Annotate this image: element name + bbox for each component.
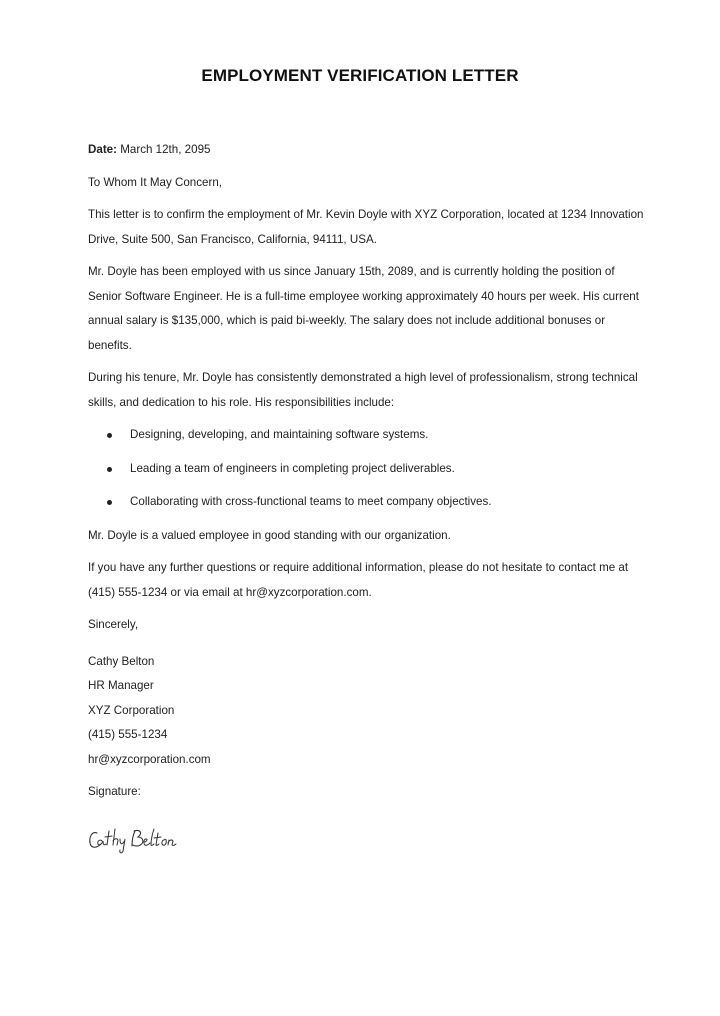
list-item bbox=[88, 457, 648, 482]
salutation: To Whom It May Concern, bbox=[88, 175, 223, 189]
list-item-text: Designing, developing, and maintaining software systems. bbox=[130, 428, 429, 441]
bullet-icon bbox=[107, 467, 112, 472]
bullet-icon bbox=[107, 433, 112, 438]
signer-role: HR Manager bbox=[88, 679, 154, 692]
handwritten-signature bbox=[88, 819, 188, 855]
list-item-text: Leading a team of engineers in completing project deliverables. bbox=[130, 461, 455, 475]
paragraph-contact: If you have any further questions or require additional information, please do not hesitate to contact me at (415) 555-1234 or via email at hr@xyzcorporation.com. bbox=[88, 561, 629, 599]
date-label: Date: bbox=[88, 143, 117, 156]
signer-name: Cathy Belton bbox=[88, 654, 155, 668]
closing: Sincerely, bbox=[88, 618, 139, 631]
signer-phone: (415) 555-1234 bbox=[88, 728, 168, 741]
date-line bbox=[88, 138, 648, 163]
responsibilities-list bbox=[88, 423, 648, 515]
date-value: March 12th, 2095 bbox=[120, 143, 211, 156]
letter-body bbox=[88, 138, 648, 855]
list-item bbox=[88, 423, 648, 448]
paragraph-position-details: Mr. Doyle has been employed with us since January 15th, 2089, and is currently holding the position of Senior Software Engineer. He is a full-time employee working approximately 40 hours per week. His current annual salary is $135,000, which is paid bi-weekly. The salary does not include additional bonuses or benefits. bbox=[88, 265, 639, 352]
letter-title: EMPLOYMENT VERIFICATION LETTER bbox=[201, 66, 519, 85]
signature-block bbox=[88, 613, 648, 855]
bullet-icon bbox=[107, 500, 112, 505]
signature-label: Signature: bbox=[88, 785, 141, 798]
paragraph-employment-confirmation: This letter is to confirm the employment of Mr. Kevin Doyle with XYZ Corporation, located at 1234 Innovation Drive, Suite 500, San Francisco, California, 94111, USA. bbox=[88, 208, 644, 246]
paragraph-tenure: During his tenure, Mr. Doyle has consistently demonstrated a high level of professionalism, strong technical skills, and dedication to his role. His responsibilities include: bbox=[88, 371, 638, 409]
list-item-text: Collaborating with cross-functional teams to meet company objectives. bbox=[130, 495, 492, 508]
signer-company: XYZ Corporation bbox=[88, 703, 175, 717]
signer-email: hr@xyzcorporation.com bbox=[88, 752, 211, 766]
paragraph-standing: Mr. Doyle is a valued employee in good standing with our organization. bbox=[88, 528, 451, 542]
list-item bbox=[88, 490, 648, 515]
